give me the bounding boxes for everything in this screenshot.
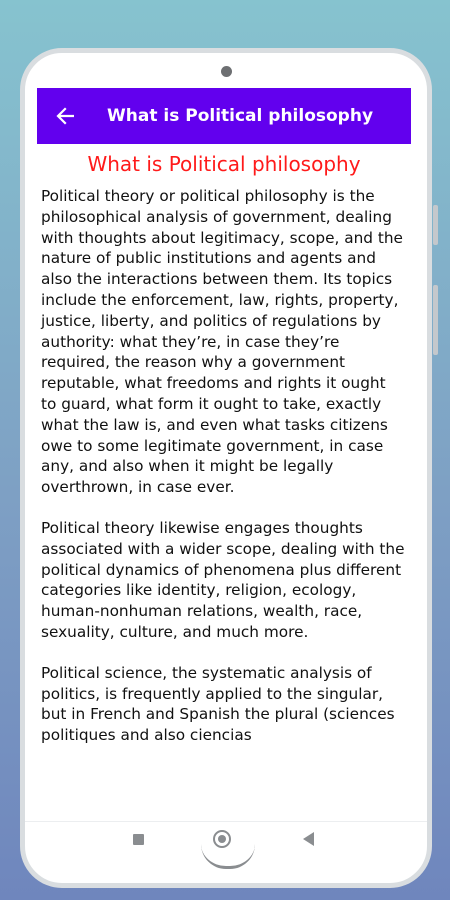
article-heading: What is Political philosophy xyxy=(87,152,361,176)
home-dot xyxy=(218,835,226,843)
gesture-arc xyxy=(201,844,255,869)
article-content[interactable] xyxy=(37,144,411,768)
article-paragraph: Political theory likewise engages thoughts associated with a wider scope, dealing with the political dynamics of phenomena plus different categories like identity, religion, ecology, human-nonhuman relations, wealth, race, sexuality, culture, and much more. xyxy=(41,518,405,641)
triangle-back-icon[interactable] xyxy=(303,832,314,846)
side-button-lower xyxy=(433,285,438,355)
article-paragraph: Political science, the systematic analysis of politics, is frequently applied to the singular, but in French and Spanish the plural (sciences politiques and also ciencias xyxy=(41,663,395,745)
system-navigation-bar xyxy=(25,821,427,882)
app-bar xyxy=(37,88,411,144)
front-camera xyxy=(221,66,232,77)
side-button-upper xyxy=(433,205,438,245)
article-paragraph: Political theory or political philosophy is the philosophical analysis of government, dealing with thoughts about legitimacy, scope, and the nature of public institutions and agents and also the interactions between them. Its topics include the enforcement, law, rights, property, justice, liberty, and politics of regulations by authority: what they’re, in case they’re required, the reason why a government reputable, what freedoms and rights it ought to guard, what form it ought to take, exactly what the law is, and even what tasks citizens owe to some legitimate government, in case any, and also when it might be legally overthrown, in case ever. xyxy=(41,187,403,497)
app-bar-title: What is Political philosophy xyxy=(107,106,374,126)
back-button[interactable] xyxy=(41,88,89,144)
square-recents-icon[interactable] xyxy=(133,834,144,845)
arrow-back-icon xyxy=(56,107,74,125)
phone-frame xyxy=(20,48,432,888)
